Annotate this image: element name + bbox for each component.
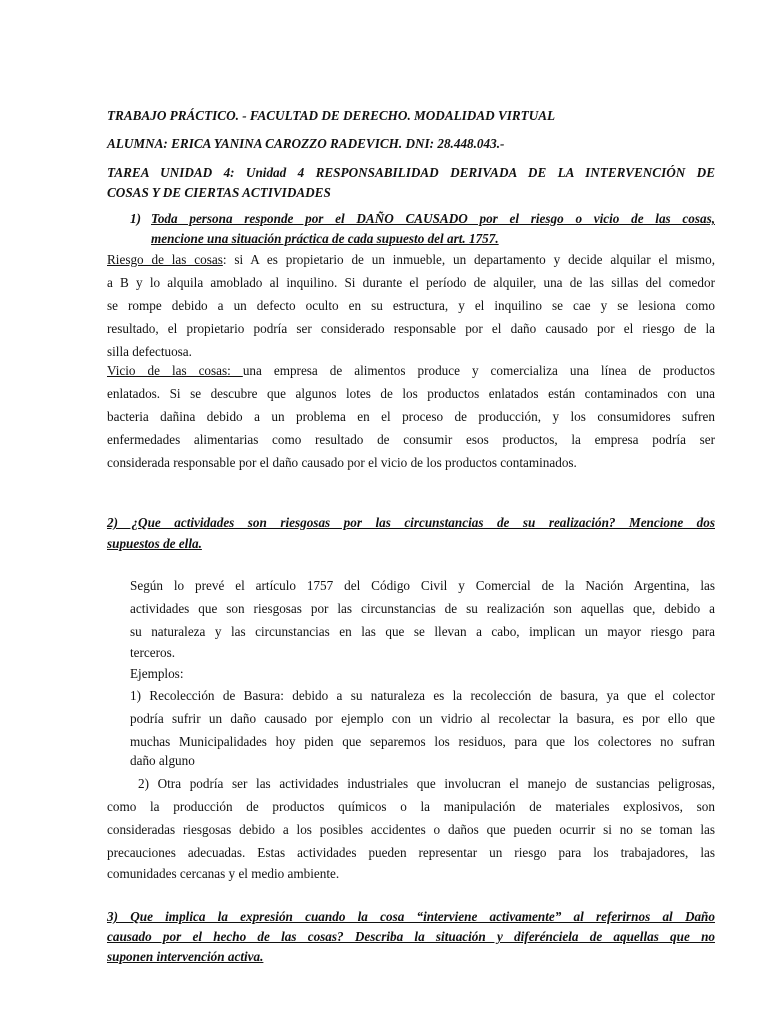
q3-question-line-2: causado por el hecho de las cosas? Describa la situación y diferénciela de aquellas que no	[107, 929, 715, 944]
q1-riesgo-line-5: silla defectuosa.	[107, 344, 192, 359]
vicio-text: una empresa de alimentos produce y comercializa una línea de productos	[242, 363, 715, 378]
q2-ejemplos: Ejemplos:	[130, 666, 184, 681]
q1-vicio-line-5: considerada responsable por el daño causado por el vicio de los productos contaminados.	[107, 455, 577, 470]
q2-example1-line-4: daño alguno	[130, 753, 195, 768]
q2-intro-line-1: Según lo prevé el artículo 1757 del Código Civil y Comercial de la Nación Argentina, las	[130, 578, 715, 593]
vicio-label: Vicio de las cosas:	[107, 363, 243, 378]
riesgo-text: : si A es propietario de un inmueble, un departamento y decide alquilar el mismo,	[222, 252, 716, 267]
q1-riesgo-line-4: resultado, el propietario podría ser considerado responsable por el daño causado por el riesgo de la	[107, 321, 715, 336]
task-line-2: COSAS Y DE CIERTAS ACTIVIDADES	[107, 185, 331, 200]
q1-riesgo-line-3: se rompe debido a un defecto oculto en su estructura, y el inquilino se cae y se lesiona como	[107, 298, 715, 313]
riesgo-label: Riesgo de las cosas	[107, 252, 223, 267]
q2-example1-line-1: 1) Recolección de Basura: debido a su naturaleza es la recolección de basura, ya que el colector	[130, 688, 715, 703]
q1-number: 1)	[130, 211, 141, 226]
q2-example2-line-2: como la producción de productos químicos o la manipulación de materiales explosivos, son	[107, 799, 715, 814]
q2-question-line-2: supuestos de ella.	[107, 536, 202, 551]
task-line-1: TAREA UNIDAD 4: Unidad 4 RESPONSABILIDAD DERIVADA DE LA INTERVENCIÓN DE	[107, 165, 715, 180]
q2-example2-line-3: consideradas riesgosas debido a los posibles accidentes o daños que pueden ocurrir si no se toman las	[107, 822, 715, 837]
q3-question-line-3: suponen intervención activa.	[107, 949, 264, 964]
q1-vicio-line-1	[107, 363, 715, 379]
q1-vicio-line-2: enlatados. Si se descubre que algunos lotes de los productos enlatados están contaminados con una	[107, 386, 715, 401]
q1-question-line-2: mencione una situación práctica de cada supuesto del art. 1757.	[151, 231, 499, 246]
q2-example2-line-1: 2) Otra podría ser las actividades industriales que involucran el manejo de sustancias peligrosas,	[138, 776, 715, 791]
q2-intro-line-2: actividades que son riesgosas por las circunstancias de su realización son aquellas que, debido a	[130, 601, 715, 616]
q1-vicio-line-3: bacteria dañina debido a un problema en el proceso de producción, y los consumidores sufren	[107, 409, 715, 424]
q1-riesgo-line-2: a B y lo alquila amoblado al inquilino. Si durante el período de alquiler, una de las sillas del comedor	[107, 275, 715, 290]
q2-intro-line-3: su naturaleza y las circunstancias en las que se llevan a cabo, implican un mayor riesgo para	[130, 624, 715, 639]
q2-intro-line-4: terceros.	[130, 645, 176, 660]
q2-question-line-1: 2) ¿Que actividades son riesgosas por las circunstancias de su realización? Mencione dos	[107, 515, 715, 530]
document-title: TRABAJO PRÁCTICO. - FACULTAD DE DERECHO. MODALIDAD VIRTUAL	[107, 108, 556, 123]
q1-question-line-1: Toda persona responde por el DAÑO CAUSADO por el riesgo o vicio de las cosas,	[151, 211, 715, 226]
q2-example2-line-5: comunidades cercanas y el medio ambiente.	[107, 866, 340, 881]
q2-example1-line-2: podría sufrir un daño causado por ejemplo con un vidrio al recolectar la basura, es por ello que	[130, 711, 715, 726]
q1-riesgo-line-1	[107, 252, 715, 268]
q3-question-line-1: 3) Que implica la expresión cuando la cosa “interviene activamente” al referirnos al Daño	[107, 909, 715, 924]
q1-vicio-line-4: enfermedades alimentarias como resultado de consumir esos productos, la empresa podría ser	[107, 432, 715, 447]
student-line: ALUMNA: ERICA YANINA CAROZZO RADEVICH. DNI: 28.448.043.-	[107, 136, 505, 151]
q2-example2-line-4: precauciones adecuadas. Estas actividades pueden representar un riesgo para los trabajadores, las	[107, 845, 715, 860]
q2-example1-line-3: muchas Municipalidades hoy piden que separemos los residuos, para que los colectores no sufran	[130, 734, 715, 749]
